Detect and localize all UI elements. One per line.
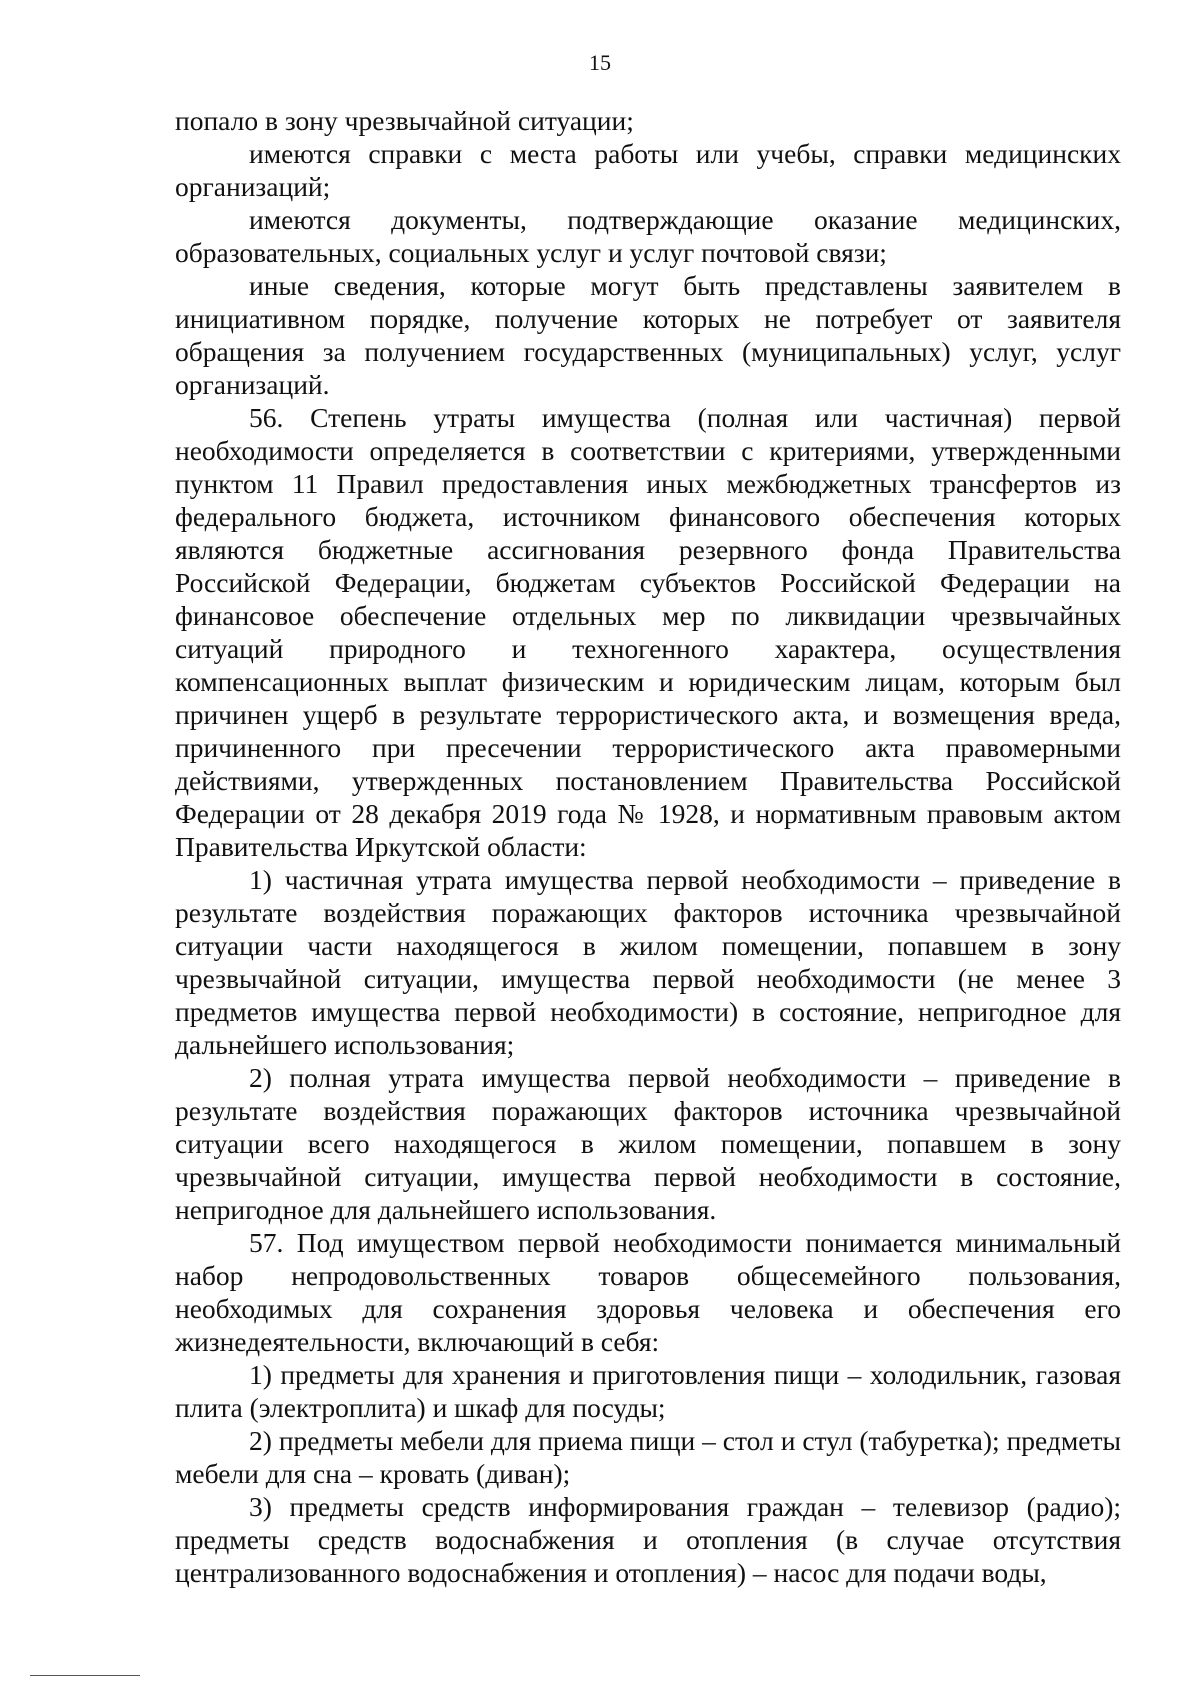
- scan-edge-line: [30, 1675, 140, 1676]
- paragraph-57-subitem-3: 3) предметы средств информирования граждан – телевизор (радио); предметы средств водоснабжения и отопления (в случае отсутствия централизованного водоснабжения и отопления) – насос для подачи воды,: [175, 1491, 1121, 1588]
- paragraph-57-subitem-1: 1) предметы для хранения и приготовления пищи – холодильник, газовая плита (электроплита) и шкаф для посуды;: [175, 1359, 1121, 1423]
- paragraph-56-subitem-1: 1) частичная утрата имущества первой необходимости – приведение в результате воздействия поражающих факторов источника чрезвычайной ситуации части находящегося в жилом помещении, попавшем в зону чрезвычайной ситуации, имущества первой необходимости (не менее 3 предметов имущества первой необходимости) в состояние, непригодное для дальнейшего использования;: [175, 864, 1121, 1060]
- document-body: [175, 104, 1121, 1589]
- paragraph-1: попало в зону чрезвычайной ситуации;: [175, 105, 634, 136]
- paragraph-3: имеются документы, подтверждающие оказание медицинских, образовательных, социальных услуг и услуг почтовой связи;: [175, 204, 1121, 268]
- paragraph-item-57: 57. Под имуществом первой необходимости понимается минимальный набор непродовольственных товаров общесемейного пользования, необходимых для сохранения здоровья человека и обеспечения его жизнедеятельности, включающий в себя:: [175, 1227, 1121, 1357]
- paragraph-2: имеются справки с места работы или учебы, справки медицинских организаций;: [175, 138, 1121, 202]
- paragraph-item-56: 56. Степень утраты имущества (полная или частичная) первой необходимости определяется в соответствии с критериями, утвержденными пунктом 11 Правил предоставления иных межбюджетных трансфертов из федерального бюджета, источником финансового обеспечения которых являются бюджетные ассигнования резервного фонда Правительства Российской Федерации, бюджетам субъектов Российской Федерации на финансовое обеспечение отдельных мер по ликвидации чрезвычайных ситуаций природного и техногенного характера, осуществления компенсационных выплат физическим и юридическим лицам, которым был причинен ущерб в результате террористического акта, и возмещения вреда, причиненного при пресечении террористического акта правомерными действиями, утвержденных постановлением Правительства Российской Федерации от 28 декабря 2019 года № 1928, и нормативным правовым актом Правительства Иркутской области:: [175, 402, 1121, 862]
- paragraph-57-subitem-2: 2) предметы мебели для приема пищи – стол и стул (табуретка); предметы мебели для сна – кровать (диван);: [175, 1425, 1121, 1489]
- paragraph-4: иные сведения, которые могут быть представлены заявителем в инициативном порядке, получение которых не потребует от заявителя обращения за получением государственных (муниципальных) услуг, услуг организаций.: [175, 270, 1121, 400]
- page-number: 15: [589, 50, 611, 75]
- paragraph-56-subitem-2: 2) полная утрата имущества первой необходимости – приведение в результате воздействия поражающих факторов источника чрезвычайной ситуации всего находящегося в жилом помещении, попавшем в зону чрезвычайной ситуации, имущества первой необходимости в состояние, непригодное для дальнейшего использования.: [175, 1062, 1121, 1225]
